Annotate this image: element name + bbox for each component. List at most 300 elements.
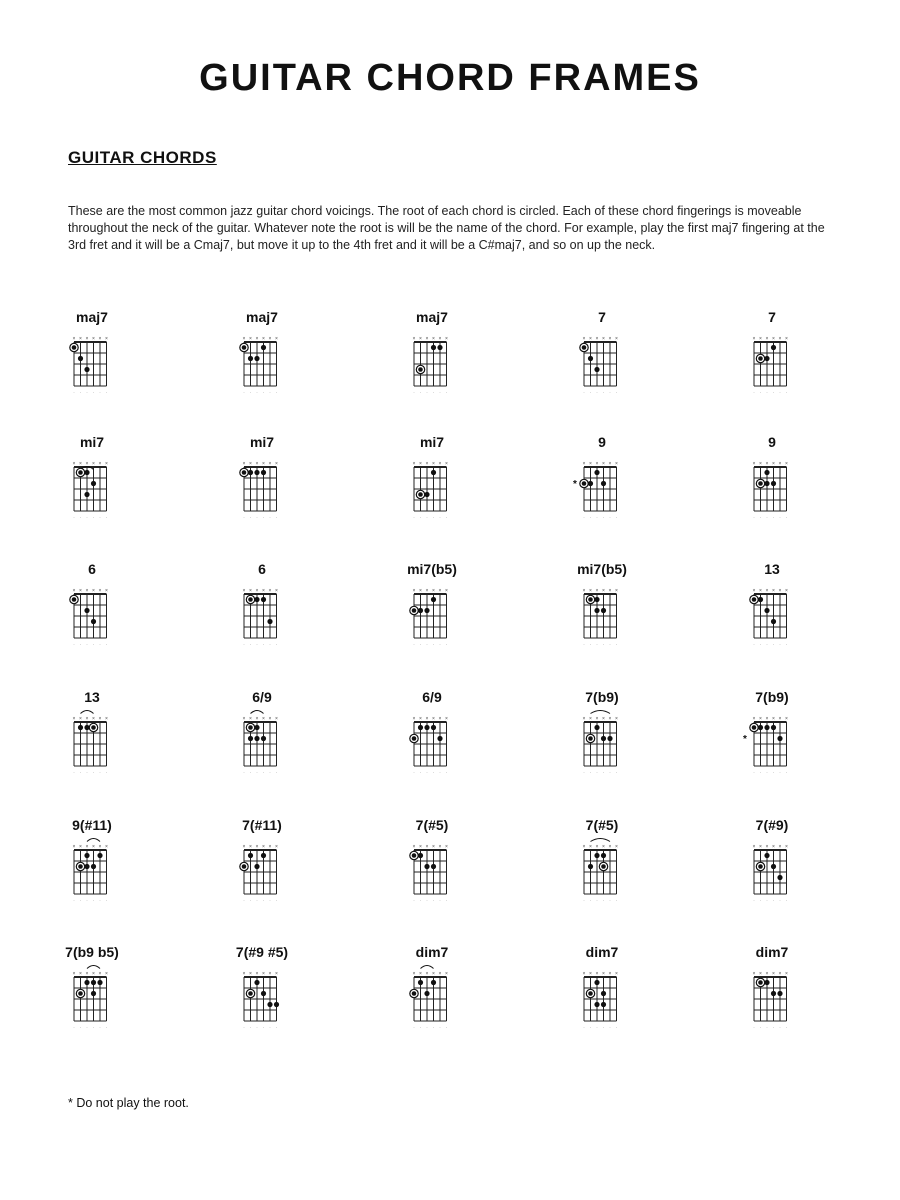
chord-diagram bbox=[224, 969, 300, 1033]
finger-number-mark: · bbox=[269, 515, 271, 520]
chord-diagram bbox=[564, 459, 640, 523]
finger-dot bbox=[431, 470, 436, 475]
finger-dot bbox=[91, 991, 96, 996]
chord-diagram bbox=[394, 334, 470, 398]
chord-diagram bbox=[734, 334, 810, 398]
finger-number-mark: · bbox=[262, 642, 265, 647]
string-mark: × bbox=[72, 844, 76, 850]
finger-number-mark: · bbox=[426, 770, 428, 775]
finger-number-mark: · bbox=[439, 770, 441, 775]
string-mark: × bbox=[589, 588, 592, 594]
string-mark: × bbox=[72, 971, 76, 977]
chord-name: 7(#5) bbox=[415, 817, 449, 833]
finger-number-mark: · bbox=[243, 515, 245, 520]
chord-frame bbox=[202, 552, 322, 650]
string-mark: × bbox=[85, 461, 89, 467]
string-mark: × bbox=[98, 336, 102, 342]
string-mark: × bbox=[419, 971, 422, 977]
string-mark: × bbox=[785, 461, 788, 467]
string-mark: × bbox=[79, 971, 82, 977]
string-mark: × bbox=[242, 716, 246, 722]
chord-diagram bbox=[394, 714, 470, 778]
string-mark: × bbox=[595, 461, 599, 467]
root-dot bbox=[758, 356, 763, 361]
root-dot bbox=[758, 481, 763, 486]
finger-number-mark: · bbox=[753, 1025, 755, 1030]
chord-frame bbox=[542, 680, 662, 778]
finger-dot bbox=[764, 608, 769, 613]
finger-dot bbox=[771, 864, 776, 869]
string-mark: × bbox=[615, 844, 618, 850]
finger-number-mark: · bbox=[766, 390, 768, 395]
finger-dot bbox=[431, 725, 436, 730]
finger-number-mark: · bbox=[419, 1025, 422, 1030]
chord-frame bbox=[542, 552, 662, 650]
string-mark: × bbox=[752, 336, 756, 342]
root-dot bbox=[752, 597, 757, 602]
finger-dot bbox=[601, 608, 606, 613]
string-mark: × bbox=[85, 336, 89, 342]
chord-frame bbox=[32, 552, 152, 650]
finger-dot bbox=[437, 345, 442, 350]
string-mark: × bbox=[778, 461, 782, 467]
string-mark: × bbox=[242, 461, 246, 467]
chord-frame bbox=[32, 680, 152, 778]
finger-number-mark: · bbox=[785, 642, 788, 647]
string-mark: × bbox=[79, 461, 82, 467]
string-mark: × bbox=[778, 588, 782, 594]
finger-number-mark: · bbox=[243, 642, 245, 647]
chord-diagram bbox=[224, 842, 300, 906]
finger-dot bbox=[248, 853, 253, 858]
finger-number-mark: · bbox=[785, 1025, 788, 1030]
finger-number-mark: · bbox=[759, 642, 762, 647]
string-mark: × bbox=[432, 716, 435, 722]
string-mark: × bbox=[255, 461, 259, 467]
page-title: GUITAR CHORD FRAMES bbox=[199, 57, 701, 99]
string-mark: × bbox=[412, 588, 416, 594]
chord-diagram bbox=[734, 586, 810, 650]
string-mark: × bbox=[85, 588, 89, 594]
finger-number-mark: · bbox=[269, 642, 271, 647]
chord-frame bbox=[32, 300, 152, 398]
intro-paragraph: These are the most common jazz guitar chord voicings. The root of each chord is circled. Each of these chord fingerings is moveable throughout the neck of the guitar. Whatever note the root is will be the name of the chord. For example, play the first maj7 fingering at the 3rd fret and it will be a Cmaj7, but move it up to the 4th fret and it will be a C#maj7, and so on up the neck. bbox=[68, 204, 825, 252]
chord-frame bbox=[202, 935, 322, 1033]
finger-number-mark: · bbox=[86, 515, 88, 520]
finger-number-mark: · bbox=[609, 898, 611, 903]
string-mark: × bbox=[425, 971, 429, 977]
finger-number-mark: · bbox=[785, 770, 788, 775]
finger-dot bbox=[594, 608, 599, 613]
finger-number-mark: · bbox=[249, 390, 252, 395]
finger-number-mark: · bbox=[596, 770, 598, 775]
string-mark: × bbox=[432, 336, 435, 342]
string-mark: × bbox=[412, 971, 416, 977]
string-mark: × bbox=[105, 336, 108, 342]
finger-dot bbox=[84, 980, 89, 985]
finger-dot bbox=[437, 736, 442, 741]
chord-name: mi7(b5) bbox=[577, 561, 627, 577]
string-mark: × bbox=[275, 461, 278, 467]
finger-dot bbox=[84, 864, 89, 869]
string-mark: × bbox=[262, 461, 265, 467]
finger-dot bbox=[431, 980, 436, 985]
finger-dot bbox=[764, 470, 769, 475]
finger-number-mark: · bbox=[79, 898, 82, 903]
finger-dot bbox=[771, 725, 776, 730]
root-dot bbox=[78, 864, 83, 869]
string-mark: × bbox=[262, 336, 265, 342]
finger-number-mark: · bbox=[609, 770, 611, 775]
finger-dot bbox=[91, 481, 96, 486]
chord-name: 6/9 bbox=[422, 689, 442, 705]
chord-name: 7 bbox=[598, 309, 606, 325]
finger-number-mark: · bbox=[99, 515, 101, 520]
root-dot bbox=[588, 597, 593, 602]
finger-number-mark: · bbox=[92, 770, 95, 775]
finger-dot bbox=[771, 991, 776, 996]
chord-name: 9 bbox=[768, 434, 776, 450]
string-mark: × bbox=[79, 844, 82, 850]
finger-dot bbox=[97, 980, 102, 985]
root-dot bbox=[242, 345, 247, 350]
finger-number-mark: · bbox=[445, 898, 448, 903]
string-mark: × bbox=[268, 461, 272, 467]
chord-diagram bbox=[224, 334, 300, 398]
finger-number-mark: · bbox=[92, 515, 95, 520]
finger-number-mark: · bbox=[432, 515, 435, 520]
finger-dot bbox=[424, 991, 429, 996]
chord-diagram bbox=[54, 714, 130, 778]
finger-dot bbox=[424, 864, 429, 869]
chord-name: 6 bbox=[258, 561, 266, 577]
string-mark: × bbox=[249, 716, 252, 722]
finger-number-mark: · bbox=[766, 642, 768, 647]
finger-number-mark: · bbox=[419, 390, 422, 395]
chord-name: dim7 bbox=[755, 944, 789, 960]
finger-number-mark: · bbox=[256, 770, 258, 775]
string-mark: × bbox=[785, 844, 788, 850]
finger-number-mark: · bbox=[86, 898, 88, 903]
finger-number-mark: · bbox=[602, 898, 605, 903]
string-mark: × bbox=[412, 461, 416, 467]
chord-frame bbox=[202, 808, 322, 906]
finger-number-mark: · bbox=[275, 1025, 278, 1030]
string-mark: × bbox=[765, 716, 769, 722]
chord-frame bbox=[712, 680, 832, 778]
root-dot bbox=[752, 725, 757, 730]
string-mark: × bbox=[582, 336, 586, 342]
chord-name: 7(#9) bbox=[755, 817, 789, 833]
finger-dot bbox=[607, 736, 612, 741]
finger-number-mark: · bbox=[772, 898, 775, 903]
string-mark: × bbox=[105, 716, 108, 722]
chord-frame bbox=[372, 425, 492, 523]
finger-number-mark: · bbox=[426, 1025, 428, 1030]
finger-dot bbox=[777, 875, 782, 880]
finger-number-mark: · bbox=[243, 1025, 245, 1030]
string-mark: × bbox=[425, 588, 429, 594]
finger-number-mark: · bbox=[256, 390, 258, 395]
string-mark: × bbox=[615, 461, 618, 467]
string-mark: × bbox=[275, 844, 278, 850]
string-mark: × bbox=[759, 844, 762, 850]
finger-dot bbox=[588, 481, 593, 486]
finger-number-mark: · bbox=[589, 515, 592, 520]
asterisk-icon: * bbox=[573, 478, 577, 490]
string-mark: × bbox=[785, 716, 788, 722]
string-mark: × bbox=[249, 336, 252, 342]
string-mark: × bbox=[268, 716, 272, 722]
root-dot bbox=[78, 470, 83, 475]
finger-number-mark: · bbox=[73, 390, 75, 395]
finger-number-mark: · bbox=[766, 770, 768, 775]
finger-number-mark: · bbox=[99, 898, 101, 903]
string-mark: × bbox=[255, 844, 259, 850]
finger-dot bbox=[594, 1002, 599, 1007]
root-dot bbox=[248, 725, 253, 730]
finger-number-mark: · bbox=[779, 390, 781, 395]
finger-dot bbox=[758, 597, 763, 602]
finger-number-mark: · bbox=[766, 1025, 768, 1030]
finger-number-mark: · bbox=[583, 390, 585, 395]
string-mark: × bbox=[772, 971, 775, 977]
finger-dot bbox=[78, 356, 83, 361]
root-dot bbox=[72, 345, 77, 350]
finger-number-mark: · bbox=[785, 390, 788, 395]
chord-diagram bbox=[564, 842, 640, 906]
string-mark: × bbox=[98, 716, 102, 722]
string-mark: × bbox=[772, 716, 775, 722]
finger-dot bbox=[261, 597, 266, 602]
finger-number-mark: · bbox=[413, 642, 415, 647]
string-mark: × bbox=[765, 461, 769, 467]
finger-number-mark: · bbox=[79, 1025, 82, 1030]
root-dot bbox=[78, 991, 83, 996]
chord-frame bbox=[542, 425, 662, 523]
finger-number-mark: · bbox=[79, 770, 82, 775]
string-mark: × bbox=[765, 336, 769, 342]
finger-number-mark: · bbox=[589, 642, 592, 647]
string-mark: × bbox=[445, 844, 448, 850]
chord-diagram bbox=[54, 842, 130, 906]
finger-number-mark: · bbox=[432, 770, 435, 775]
finger-number-mark: · bbox=[419, 642, 422, 647]
string-mark: × bbox=[752, 588, 756, 594]
finger-dot bbox=[254, 736, 259, 741]
string-mark: × bbox=[92, 971, 95, 977]
finger-dot bbox=[97, 853, 102, 858]
string-mark: × bbox=[432, 461, 435, 467]
finger-number-mark: · bbox=[589, 770, 592, 775]
finger-number-mark: · bbox=[779, 898, 781, 903]
root-dot bbox=[242, 864, 247, 869]
string-mark: × bbox=[105, 844, 108, 850]
string-mark: × bbox=[765, 971, 769, 977]
finger-number-mark: · bbox=[753, 642, 755, 647]
finger-number-mark: · bbox=[413, 390, 415, 395]
finger-number-mark: · bbox=[86, 1025, 88, 1030]
finger-number-mark: · bbox=[753, 770, 755, 775]
root-dot bbox=[418, 367, 423, 372]
string-mark: × bbox=[615, 336, 618, 342]
finger-number-mark: · bbox=[779, 770, 781, 775]
string-mark: × bbox=[419, 461, 422, 467]
chord-frame bbox=[372, 552, 492, 650]
finger-number-mark: · bbox=[275, 770, 278, 775]
finger-number-mark: · bbox=[753, 390, 755, 395]
finger-number-mark: · bbox=[92, 898, 95, 903]
finger-number-mark: · bbox=[249, 898, 252, 903]
string-mark: × bbox=[589, 844, 592, 850]
chord-diagram bbox=[564, 334, 640, 398]
string-mark: × bbox=[425, 336, 429, 342]
finger-dot bbox=[254, 597, 259, 602]
finger-number-mark: · bbox=[602, 770, 605, 775]
string-mark: × bbox=[778, 716, 782, 722]
finger-number-mark: · bbox=[615, 898, 618, 903]
finger-number-mark: · bbox=[583, 515, 585, 520]
finger-number-mark: · bbox=[249, 515, 252, 520]
finger-number-mark: · bbox=[99, 390, 101, 395]
chord-frame bbox=[202, 425, 322, 523]
finger-number-mark: · bbox=[269, 390, 271, 395]
string-mark: × bbox=[595, 336, 599, 342]
finger-dot bbox=[84, 470, 89, 475]
string-mark: × bbox=[419, 844, 422, 850]
finger-number-mark: · bbox=[86, 770, 88, 775]
finger-number-mark: · bbox=[589, 898, 592, 903]
string-mark: × bbox=[79, 716, 82, 722]
chord-name: 13 bbox=[764, 561, 780, 577]
finger-number-mark: · bbox=[73, 642, 75, 647]
chord-name: 9(#11) bbox=[72, 817, 112, 833]
string-mark: × bbox=[608, 461, 612, 467]
chord-diagram bbox=[734, 969, 810, 1033]
string-mark: × bbox=[778, 336, 782, 342]
chord-name: mi7 bbox=[249, 434, 275, 450]
root-dot bbox=[582, 345, 587, 350]
chord-frame bbox=[712, 808, 832, 906]
string-mark: × bbox=[105, 971, 108, 977]
finger-dot bbox=[764, 725, 769, 730]
finger-number-mark: · bbox=[772, 642, 775, 647]
finger-dot bbox=[418, 980, 423, 985]
finger-number-mark: · bbox=[73, 515, 75, 520]
finger-dot bbox=[777, 736, 782, 741]
string-mark: × bbox=[785, 336, 788, 342]
finger-number-mark: · bbox=[243, 390, 245, 395]
chord-frame bbox=[712, 552, 832, 650]
finger-dot bbox=[248, 356, 253, 361]
finger-number-mark: · bbox=[445, 642, 448, 647]
chord-name: 7(b9) bbox=[755, 689, 789, 705]
root-dot bbox=[601, 864, 606, 869]
string-mark: × bbox=[438, 844, 442, 850]
string-mark: × bbox=[582, 716, 586, 722]
finger-number-mark: · bbox=[413, 515, 415, 520]
finger-number-mark: · bbox=[262, 390, 265, 395]
finger-number-mark: · bbox=[79, 390, 82, 395]
string-mark: × bbox=[602, 844, 605, 850]
finger-number-mark: · bbox=[275, 642, 278, 647]
finger-number-mark: · bbox=[256, 515, 258, 520]
finger-dot bbox=[254, 725, 259, 730]
finger-dot bbox=[601, 736, 606, 741]
string-mark: × bbox=[765, 844, 769, 850]
chord-diagram bbox=[224, 586, 300, 650]
string-mark: × bbox=[438, 716, 442, 722]
string-mark: × bbox=[445, 716, 448, 722]
finger-dot bbox=[601, 1002, 606, 1007]
finger-number-mark: · bbox=[759, 515, 762, 520]
string-mark: × bbox=[85, 716, 89, 722]
finger-number-mark: · bbox=[779, 642, 781, 647]
finger-number-mark: · bbox=[243, 898, 245, 903]
string-mark: × bbox=[275, 971, 278, 977]
finger-number-mark: · bbox=[99, 642, 101, 647]
finger-dot bbox=[601, 481, 606, 486]
finger-number-mark: · bbox=[615, 1025, 618, 1030]
finger-number-mark: · bbox=[262, 515, 265, 520]
finger-number-mark: · bbox=[583, 642, 585, 647]
chord-name: dim7 bbox=[585, 944, 619, 960]
finger-number-mark: · bbox=[602, 642, 605, 647]
finger-dot bbox=[91, 980, 96, 985]
string-mark: × bbox=[602, 716, 605, 722]
finger-number-mark: · bbox=[439, 390, 441, 395]
finger-dot bbox=[254, 470, 259, 475]
finger-number-mark: · bbox=[445, 515, 448, 520]
string-mark: × bbox=[255, 971, 259, 977]
finger-number-mark: · bbox=[583, 1025, 585, 1030]
string-mark: × bbox=[438, 336, 442, 342]
chord-diagram bbox=[564, 714, 640, 778]
string-mark: × bbox=[778, 844, 782, 850]
string-mark: × bbox=[589, 461, 592, 467]
root-dot bbox=[91, 725, 96, 730]
chord-name: mi7 bbox=[419, 434, 445, 450]
finger-dot bbox=[588, 864, 593, 869]
finger-dot bbox=[758, 725, 763, 730]
finger-dot bbox=[84, 853, 89, 858]
string-mark: × bbox=[752, 844, 756, 850]
string-mark: × bbox=[445, 588, 448, 594]
string-mark: × bbox=[759, 971, 762, 977]
finger-number-mark: · bbox=[275, 515, 278, 520]
root-dot bbox=[412, 853, 417, 858]
string-mark: × bbox=[608, 716, 612, 722]
string-mark: × bbox=[419, 336, 422, 342]
finger-number-mark: · bbox=[583, 770, 585, 775]
string-mark: × bbox=[432, 971, 435, 977]
chord-diagram bbox=[54, 586, 130, 650]
finger-number-mark: · bbox=[269, 770, 271, 775]
string-mark: × bbox=[582, 844, 586, 850]
root-dot bbox=[588, 736, 593, 741]
finger-number-mark: · bbox=[772, 515, 775, 520]
finger-dot bbox=[594, 597, 599, 602]
chord-name: mi7 bbox=[79, 434, 105, 450]
finger-dot bbox=[418, 725, 423, 730]
chord-diagram bbox=[564, 969, 640, 1033]
finger-dot bbox=[424, 492, 429, 497]
string-mark: × bbox=[752, 461, 756, 467]
chord-name: 7 bbox=[768, 309, 776, 325]
finger-number-mark: · bbox=[609, 390, 611, 395]
string-mark: × bbox=[589, 716, 592, 722]
finger-number-mark: · bbox=[785, 515, 788, 520]
